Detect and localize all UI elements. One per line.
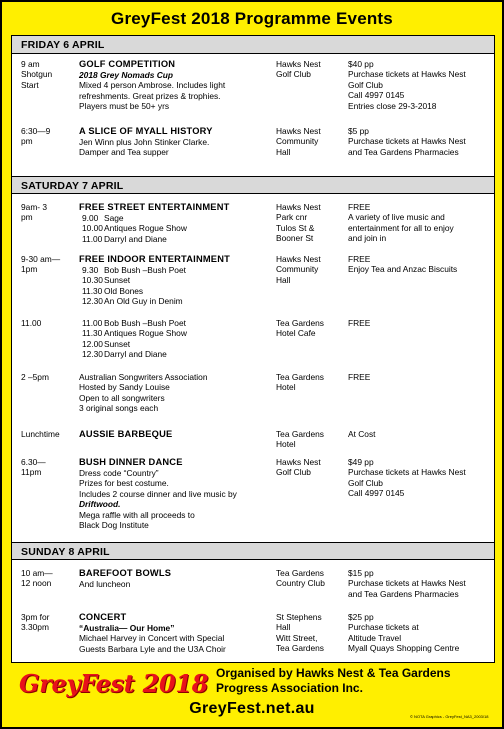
event-venue: Hawks Nest Community Hall bbox=[276, 254, 321, 285]
event-venue: Tea Gardens Hotel bbox=[276, 372, 324, 393]
event-info: FREE bbox=[348, 372, 371, 382]
event-title: BUSH DINNER DANCE bbox=[79, 457, 183, 467]
greyfest-logo: GreyFest 2018 bbox=[19, 669, 209, 698]
act-row: 10.30 Sunset bbox=[82, 275, 131, 286]
act-row: 12.30 An Old Guy in Denim bbox=[82, 296, 183, 307]
event-venue: Tea Gardens Country Club bbox=[276, 568, 325, 589]
event-time: Lunchtime bbox=[21, 429, 60, 439]
event-description: Australian Songwriters Association Hosted by Sandy Louise Open to all songwriters 3 original songs each bbox=[79, 372, 208, 414]
event-info: $40 pp Purchase tickets at Hawks Nest Golf Club Call 4997 0145 Entries close 29-3-2018 bbox=[348, 59, 466, 111]
event-time: 10 am— 12 noon bbox=[21, 568, 53, 589]
event-time: 9-30 am— 1pm bbox=[21, 254, 61, 275]
act-row: 12.30 Darryl and Diane bbox=[82, 349, 167, 360]
event-subtitle: 2018 Grey Nomads Cup bbox=[79, 70, 174, 80]
event-time: 6.30— 11pm bbox=[21, 457, 46, 478]
event-venue: Tea Gardens Hotel bbox=[276, 429, 324, 450]
event-time: 2 –5pm bbox=[21, 372, 49, 382]
poster-title: GreyFest 2018 Programme Events bbox=[111, 9, 393, 28]
event-description bbox=[79, 254, 277, 307]
event-subtitle: “Australia— Our Home” bbox=[79, 623, 175, 633]
event-description: CONCERT “Australia— Our Home” Michael Harvey in Concert with Special Guests Barbara Lyle and the U3A Choir bbox=[79, 612, 277, 654]
event-info: $49 pp Purchase tickets at Hawks Nest Golf Club Call 4997 0145 bbox=[348, 457, 466, 499]
event-description: BUSH DINNER DANCE Dress code “Country” Prizes for best costume. Includes 2 course dinner and live music by Driftwood. Mega raffle with all proceeds to Black Dog Institute bbox=[79, 457, 277, 530]
graphics-credit: © NOTA Graphics - GreyFest_NA3_2003/18 bbox=[410, 714, 489, 719]
act-row: 9.00 Sage bbox=[82, 213, 124, 223]
event-time: 9 am Shotgun Start bbox=[21, 59, 53, 90]
event-time: 3pm for 3.30pm bbox=[21, 612, 50, 633]
day-heading-friday: FRIDAY 6 APRIL bbox=[12, 36, 494, 54]
act-row: 11.30 Antiques Rogue Show bbox=[82, 328, 187, 339]
event-info: At Cost bbox=[348, 429, 376, 439]
day-heading-sunday: SUNDAY 8 APRIL bbox=[12, 542, 494, 560]
act-row: 9.30 Bob Bush –Bush Poet bbox=[82, 265, 186, 275]
event-venue: Hawks Nest Community Hall bbox=[276, 126, 321, 157]
event-description: BAREFOOT BOWLS And luncheon bbox=[79, 568, 277, 589]
event-description: A SLICE OF MYALL HISTORY Jen Winn plus John Stinker Clarke. Damper and Tea supper bbox=[79, 126, 277, 158]
event-info: FREE bbox=[348, 318, 371, 328]
event-title: A SLICE OF MYALL HISTORY bbox=[79, 126, 213, 136]
event-info: FREE A variety of live music and entertainment for all to enjoy and join in bbox=[348, 202, 454, 244]
event-venue: Hawks Nest Park cnr Tulos St & Booner St bbox=[276, 202, 321, 244]
event-description bbox=[79, 202, 277, 244]
event-venue: Tea Gardens Hotel Cafe bbox=[276, 318, 324, 339]
day-heading-saturday: SATURDAY 7 APRIL bbox=[12, 176, 494, 194]
event-info: $25 pp Purchase tickets at Altitude Travel Myall Quays Shopping Centre bbox=[348, 612, 460, 654]
event-info: $15 pp Purchase tickets at Hawks Nest and Tea Gardens Pharmacies bbox=[348, 568, 466, 599]
event-title: FREE STREET ENTERTAINMENT bbox=[79, 202, 230, 212]
event-info: FREE Enjoy Tea and Anzac Biscuits bbox=[348, 254, 458, 275]
event-venue: St Stephens Hall Witt Street, Tea Gardens bbox=[276, 612, 324, 654]
event-title: FREE INDOOR ENTERTAINMENT bbox=[79, 254, 230, 264]
event-description bbox=[79, 429, 277, 440]
event-title: CONCERT bbox=[79, 612, 127, 622]
event-time: 11.00 bbox=[21, 318, 42, 328]
event-time: 9am- 3 pm bbox=[21, 202, 48, 223]
act-row: 11.30 Old Bones bbox=[82, 285, 144, 296]
act-row: 12.00 Sunset bbox=[82, 338, 131, 349]
organiser-text: Organised by Hawks Nest & Tea Gardens Progress Association Inc. bbox=[216, 666, 451, 695]
website-link[interactable]: GreyFest.net.au bbox=[189, 700, 315, 717]
event-info: $5 pp Purchase tickets at Hawks Nest and Tea Gardens Pharmacies bbox=[348, 126, 466, 157]
programme-panel bbox=[11, 35, 495, 663]
event-venue: Hawks Nest Golf Club bbox=[276, 59, 321, 80]
event-time: 6:30—9 pm bbox=[21, 126, 51, 147]
act-row: 11.00 Bob Bush –Bush Poet bbox=[82, 318, 186, 328]
event-title: GOLF COMPETITION bbox=[79, 59, 176, 69]
event-title: BAREFOOT BOWLS bbox=[79, 568, 172, 578]
event-description bbox=[79, 318, 277, 360]
act-row: 11.00 Darryl and Diane bbox=[82, 233, 167, 244]
event-title: AUSSIE BARBEQUE bbox=[79, 429, 173, 439]
event-description: GOLF COMPETITION 2018 Grey Nomads Cup Mixed 4 person Ambrose. Includes light refreshments. Great prizes & trophies. Players must be 50+ yrs bbox=[79, 59, 277, 112]
event-venue: Hawks Nest Golf Club bbox=[276, 457, 321, 478]
act-row: 10.00 Antiques Rogue Show bbox=[82, 223, 187, 234]
